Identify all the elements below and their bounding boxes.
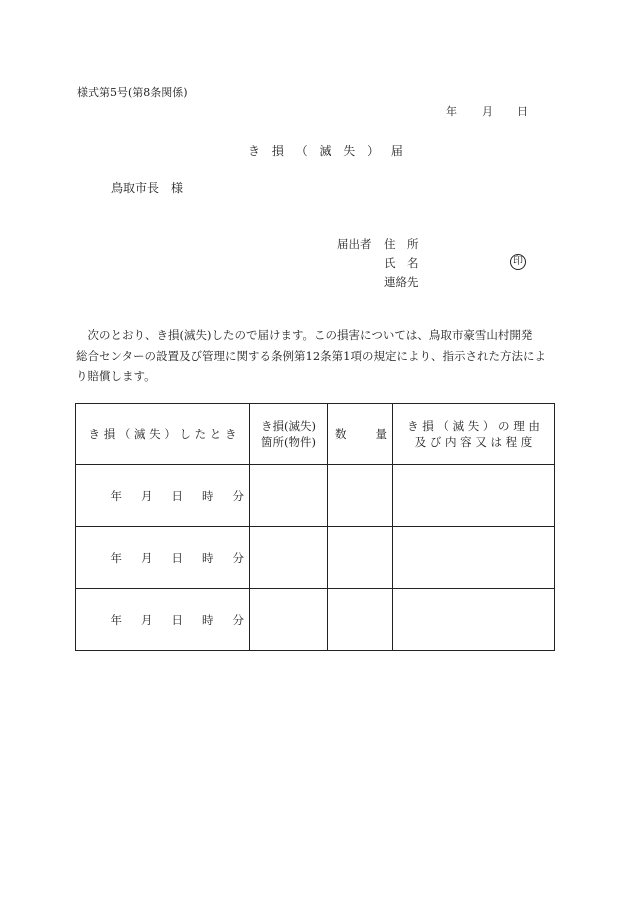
seal-mark: 印 [510, 254, 526, 270]
contact-label: 連絡先 [384, 275, 419, 289]
table-row [76, 527, 555, 589]
damage-table [75, 403, 555, 651]
datetime-cell[interactable] [76, 465, 250, 527]
unit-minute: 分 [232, 550, 244, 565]
quantity-cell[interactable] [328, 589, 393, 651]
header-when: き 損 （ 滅 失 ） し た と き [76, 404, 250, 465]
address-label: 住 所 [384, 237, 419, 251]
location-cell[interactable] [250, 527, 328, 589]
header-location-line1: き損(滅失) [261, 419, 316, 433]
unit-month: 月 [141, 488, 153, 503]
header-reason [393, 404, 555, 465]
header-quantity-b: 量 [375, 427, 387, 441]
datetime-cell[interactable] [76, 527, 250, 589]
date-year-label: 年 [446, 105, 457, 118]
reason-cell[interactable] [393, 465, 555, 527]
reason-cell[interactable] [393, 527, 555, 589]
table-header-row [76, 404, 555, 465]
unit-minute: 分 [232, 488, 244, 503]
date-day-label: 日 [517, 105, 528, 118]
header-location-line2: 箇所(物件) [261, 435, 316, 449]
unit-hour: 時 [202, 550, 214, 565]
form-number: 様式第5号(第8条関係) [77, 86, 188, 99]
unit-minute: 分 [232, 612, 244, 627]
location-cell[interactable] [250, 465, 328, 527]
unit-month: 月 [141, 550, 153, 565]
header-reason-line2: 及 び 内 容 又 は 程 度 [414, 435, 533, 449]
declaration-text [76, 325, 559, 387]
addressee: 鳥取市長 様 [111, 181, 184, 195]
table-row [76, 465, 555, 527]
unit-year: 年 [110, 612, 122, 627]
header-location [250, 404, 328, 465]
reason-cell[interactable] [393, 589, 555, 651]
unit-day: 日 [171, 488, 183, 503]
header-quantity-a: 数 [335, 427, 347, 441]
declaration-line: 次のとおり、き損(滅失)したので届けます。この損害については、鳥取市豪雪山村開発 [76, 328, 533, 342]
table-row [76, 589, 555, 651]
unit-day: 日 [171, 612, 183, 627]
declaration-line: り賠償します。 [76, 369, 156, 383]
date-month-label: 月 [482, 105, 493, 118]
unit-hour: 時 [202, 612, 214, 627]
document-title: き 損 （ 滅 失 ） 届 [248, 144, 407, 158]
header-reason-line1: き 損 （ 滅 失 ） の 理 由 [407, 419, 540, 433]
quantity-cell[interactable] [328, 527, 393, 589]
unit-year: 年 [110, 550, 122, 565]
unit-day: 日 [171, 550, 183, 565]
unit-year: 年 [110, 488, 122, 503]
unit-month: 月 [141, 612, 153, 627]
quantity-cell[interactable] [328, 465, 393, 527]
location-cell[interactable] [250, 589, 328, 651]
datetime-cell[interactable] [76, 589, 250, 651]
name-label: 氏 名 [384, 256, 419, 270]
header-quantity [328, 404, 393, 465]
applicant-label: 届出者 [337, 237, 372, 251]
declaration-line: 総合センターの設置及び管理に関する条例第12条第1項の規定により、指示された方法によ [76, 348, 546, 363]
unit-hour: 時 [202, 488, 214, 503]
